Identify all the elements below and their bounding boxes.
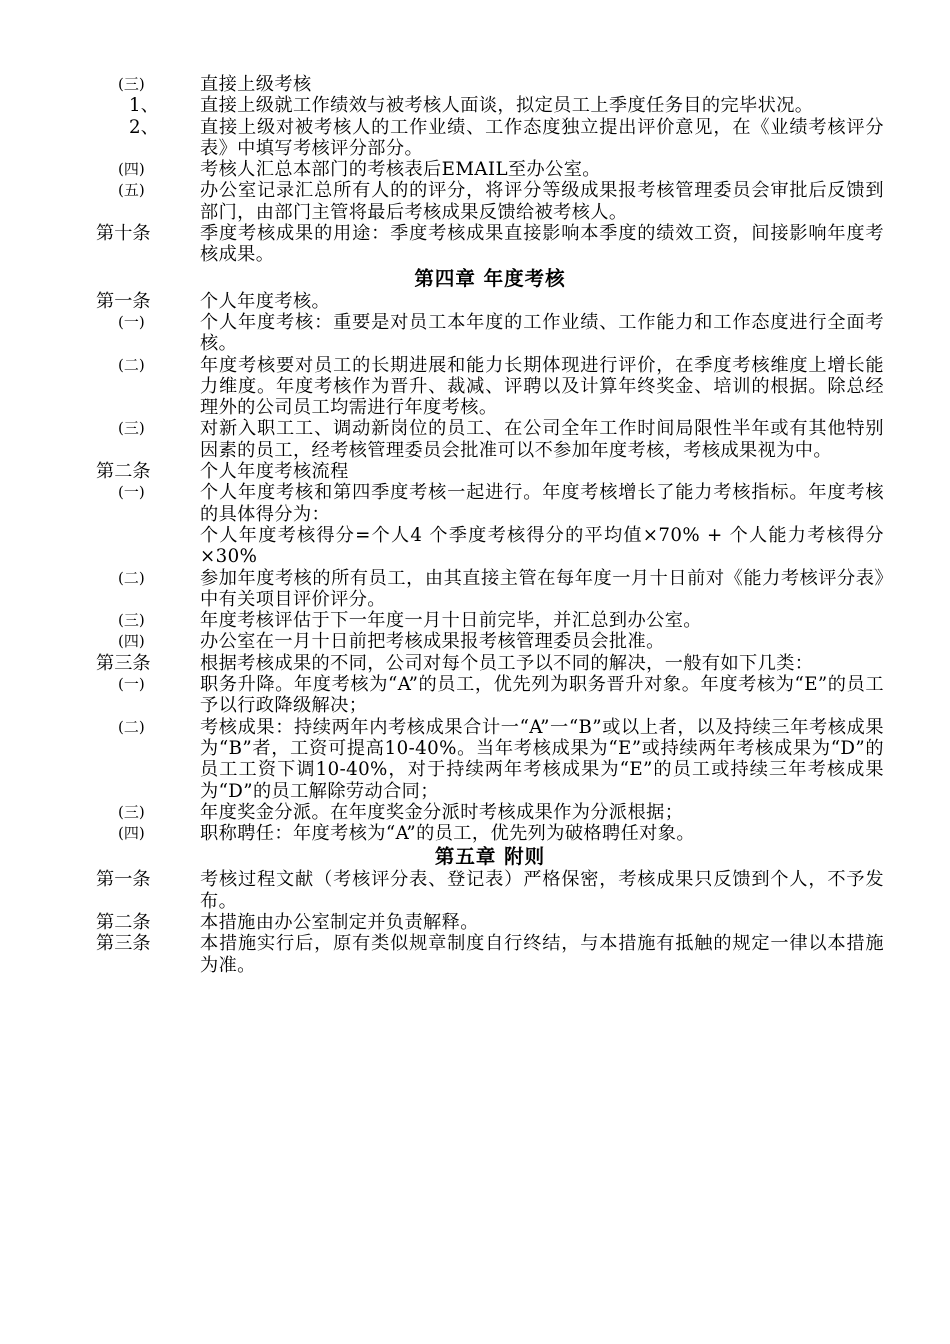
clause-text: 直接上级就工作绩效与被考核人面谈，拟定员工上季度任务目的完毕状况。	[200, 95, 814, 117]
clause-label: 第一条	[96, 290, 151, 312]
clause-label: (二)	[118, 717, 145, 736]
clause-text: 个人年度考核得分=个人4 个季度考核得分的平均值×70% + 个人能力考核得分×30%	[200, 524, 884, 568]
clause-text: 考核过程文献（考核评分表、登记表）严格保密，考核成果只反馈到个人，不予发布。	[200, 869, 884, 912]
clause-item	[96, 95, 884, 116]
clause-text: 个人年度考核流程	[200, 461, 349, 483]
clause-item	[96, 674, 884, 717]
clause-label: (三)	[118, 419, 145, 438]
clause-text: 直接上级考核	[200, 74, 312, 95]
clause-item	[96, 631, 884, 652]
chapter-heading: 第五章 附则	[434, 845, 546, 869]
clause-text: 根据考核成果的不同，公司对每个员工予以不同的解决，一般有如下几类：	[200, 652, 814, 674]
clause-item	[96, 461, 884, 482]
clause-item	[96, 482, 884, 525]
clause-item	[96, 223, 884, 266]
clause-item	[96, 180, 884, 223]
clause-item	[96, 159, 884, 180]
clause-text: 年度考核要对员工的长期进展和能力长期体现进行评价，在季度考核维度上增长能力维度。年度考核作为晋升、裁减、评聘以及计算年终奖金、培训的根据。除总经理外的公司员工均需进行年度考核。	[200, 354, 884, 419]
chapter-heading: 第四章 年度考核	[414, 266, 566, 290]
clause-text: 参加年度考核的所有员工，由其直接主管在每年度一月十日前对《能力考核评分表》中有关项目评价评分。	[200, 567, 884, 610]
clause-label: 第三条	[96, 933, 151, 955]
clause-item	[96, 418, 884, 461]
clause-item	[96, 525, 884, 568]
clause-text: 办公室在一月十日前把考核成果报考核管理委员会批准。	[200, 631, 665, 653]
clause-label: (五)	[118, 181, 145, 200]
clause-item	[96, 568, 884, 611]
clause-label: (四)	[118, 824, 145, 843]
clause-text: 直接上级对被考核人的工作业绩、工作态度独立提出评价意见，在《业绩考核评分表》中填写考核评分部分。	[200, 116, 884, 159]
clause-text: 个人年度考核：重要是对员工本年度的工作业绩、工作能力和工作态度进行全面考核。	[200, 311, 884, 355]
clause-label: (一)	[118, 483, 145, 502]
clause-text: 职称聘任：年度考核为“A”的员工，优先列为破格聘任对象。	[200, 823, 695, 845]
clause-label: 第一条	[96, 869, 151, 891]
clause-label: (三)	[118, 802, 145, 821]
clause-item	[96, 933, 884, 976]
clause-item	[96, 802, 884, 823]
clause-text: 季度考核成果的用途：季度考核成果直接影响本季度的绩效工资，间接影响年度考核成果。	[200, 223, 884, 266]
clause-text: 年度奖金分派。在年度奖金分派时考核成果作为分派根据；	[200, 801, 684, 823]
clause-item	[96, 312, 884, 355]
clause-item	[96, 653, 884, 674]
clause-label: 1、	[129, 95, 159, 117]
clause-item	[96, 869, 884, 912]
clause-item	[96, 117, 884, 160]
clause-text: 年度考核评估于下一年度一月十日前完毕，并汇总到办公室。	[200, 610, 702, 632]
clause-text: 对新入职工工、调动新岗位的员工、在公司全年工作时间局限性半年或有其他特别因素的员工，经考核管理委员会批准可以不参加年度考核，考核成果视为中。	[200, 418, 884, 461]
clause-label: (一)	[118, 312, 145, 331]
clause-label: (一)	[118, 675, 145, 694]
clause-text: 考核人汇总本部门的考核表后EMAIL至办公室。	[200, 159, 601, 181]
clause-label: (四)	[118, 160, 145, 179]
clause-text: 个人年度考核。	[200, 290, 331, 312]
clause-label: 第三条	[96, 652, 151, 674]
clause-text: 办公室记录汇总所有人的的评分，将评分等级成果报考核管理委员会审批后反馈到部门，由部门主管将最后考核成果反馈给被考核人。	[200, 180, 884, 223]
clause-label: 第二条	[96, 911, 151, 933]
clause-label: 第二条	[96, 461, 151, 483]
clause-item	[96, 291, 884, 312]
clause-label: 第十条	[96, 223, 151, 245]
clause-item	[96, 912, 884, 933]
clause-label: 2、	[129, 116, 159, 138]
clause-text: 本措施由办公室制定并负责解释。	[200, 911, 479, 933]
clause-label: (二)	[118, 568, 145, 587]
clause-item	[96, 610, 884, 631]
document-body	[96, 74, 884, 976]
clause-item	[96, 355, 884, 419]
clause-item	[96, 823, 884, 844]
clause-label: (三)	[118, 75, 145, 93]
clause-label: (三)	[118, 611, 145, 630]
clause-item	[96, 717, 884, 802]
clause-item	[96, 74, 884, 95]
clause-text: 本措施实行后，原有类似规章制度自行终结，与本措施有抵触的规定一律以本措施为准。	[200, 933, 884, 976]
clause-text: 职务升降。年度考核为“A”的员工，优先列为职务晋升对象。年度考核为“E”的员工予以行政降级解决；	[200, 674, 884, 717]
clause-text: 个人年度考核和第四季度考核一起进行。年度考核增长了能力考核指标。年度考核的具体得分为：	[200, 482, 884, 525]
clause-text: 考核成果：持续两年内考核成果合计一“A”一“B”或以上者，以及持续三年考核成果为“B”者，工资可提高10-40%。当年考核成果为“E”或持续两年考核成果为“D”的员工工资下调10-40%，对于持续两年考核成果为“E”的员工或持续三年考核成果为“D”的员工解除劳动合同；	[200, 716, 884, 802]
clause-label: (四)	[118, 632, 145, 651]
clause-label: (二)	[118, 355, 145, 374]
